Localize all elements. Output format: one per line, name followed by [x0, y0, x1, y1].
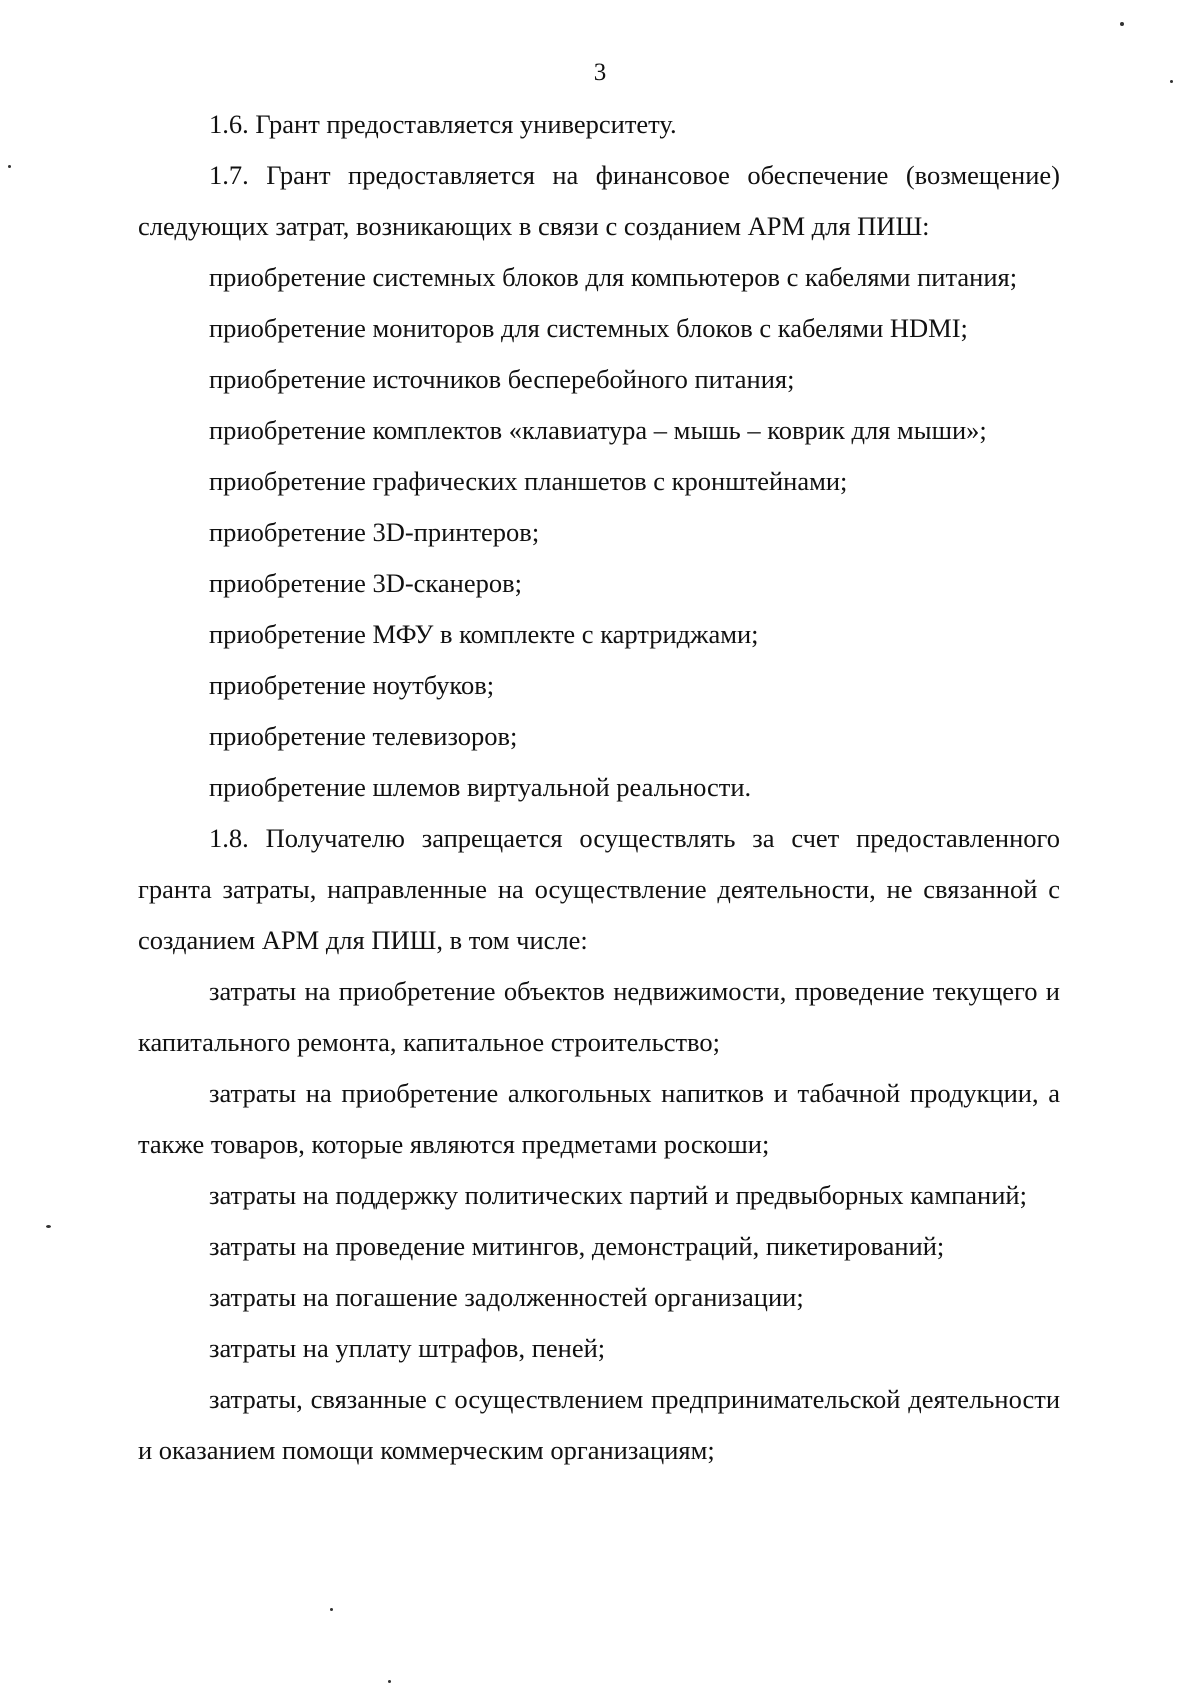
- scan-speck: [1170, 80, 1173, 83]
- list-item-real-estate: затраты на приобретение объектов недвижимости, проведение текущего и капитального ремонта, капитальное строительство;: [138, 976, 1060, 1057]
- list-item-rallies: затраты на проведение митингов, демонстраций, пикетирований;: [209, 1231, 945, 1261]
- list-item-laptops: приобретение ноутбуков;: [209, 670, 495, 700]
- list-item-keyboard-sets: приобретение комплектов «клавиатура – мышь – коврик для мыши»;: [209, 415, 987, 445]
- list-item-alcohol-tobacco: затраты на приобретение алкогольных напитков и табачной продукции, а также товаров, которые являются предметами роскоши;: [138, 1078, 1060, 1159]
- list-item-entrepreneurship: затраты, связанные с осуществлением предпринимательской деятельности и оказанием помощи коммерческим организациям;: [138, 1384, 1060, 1465]
- list-item-3d-scanners: приобретение 3D-сканеров;: [209, 568, 522, 598]
- list-item-system-units: приобретение системных блоков для компьютеров с кабелями питания;: [209, 262, 1018, 292]
- list-item-tvs: приобретение телевизоров;: [209, 721, 518, 751]
- scan-speck: [1120, 22, 1124, 26]
- list-item-political-support: затраты на поддержку политических партий и предвыборных кампаний;: [209, 1180, 1027, 1210]
- list-item-graphic-tablets: приобретение графических планшетов с кронштейнами;: [209, 466, 848, 496]
- list-item-fines: затраты на уплату штрафов, пеней;: [209, 1333, 606, 1363]
- list-item-monitors: приобретение мониторов для системных блоков с кабелями HDMI;: [209, 313, 968, 343]
- paragraph-1-6: 1.6. Грант предоставляется университету.: [209, 109, 677, 139]
- scan-speck: [46, 1225, 51, 1228]
- page-number: 3: [593, 59, 607, 86]
- list-item-debt-repayment: затраты на погашение задолженностей организации;: [209, 1282, 804, 1312]
- list-item-ups: приобретение источников бесперебойного питания;: [209, 364, 795, 394]
- scan-speck: [330, 1608, 333, 1611]
- paragraph-1-7: 1.7. Грант предоставляется на финансовое обеспечение (возмещение) следующих затрат, возникающих в связи с созданием АРМ для ПИШ:: [138, 160, 1060, 241]
- list-item-3d-printers: приобретение 3D-принтеров;: [209, 517, 540, 547]
- paragraph-1-8: 1.8. Получателю запрещается осуществлять за счет предоставленного гранта затраты, направленные на осуществление деятельности, не связанной с созданием АРМ для ПИШ, в том числе:: [138, 823, 1060, 955]
- scan-speck: [388, 1680, 391, 1683]
- scan-speck: [8, 165, 11, 168]
- list-item-mfu: приобретение МФУ в комплекте с картриджами;: [209, 619, 759, 649]
- list-item-vr-headsets: приобретение шлемов виртуальной реальности.: [209, 772, 752, 802]
- document-body: [138, 99, 1060, 1476]
